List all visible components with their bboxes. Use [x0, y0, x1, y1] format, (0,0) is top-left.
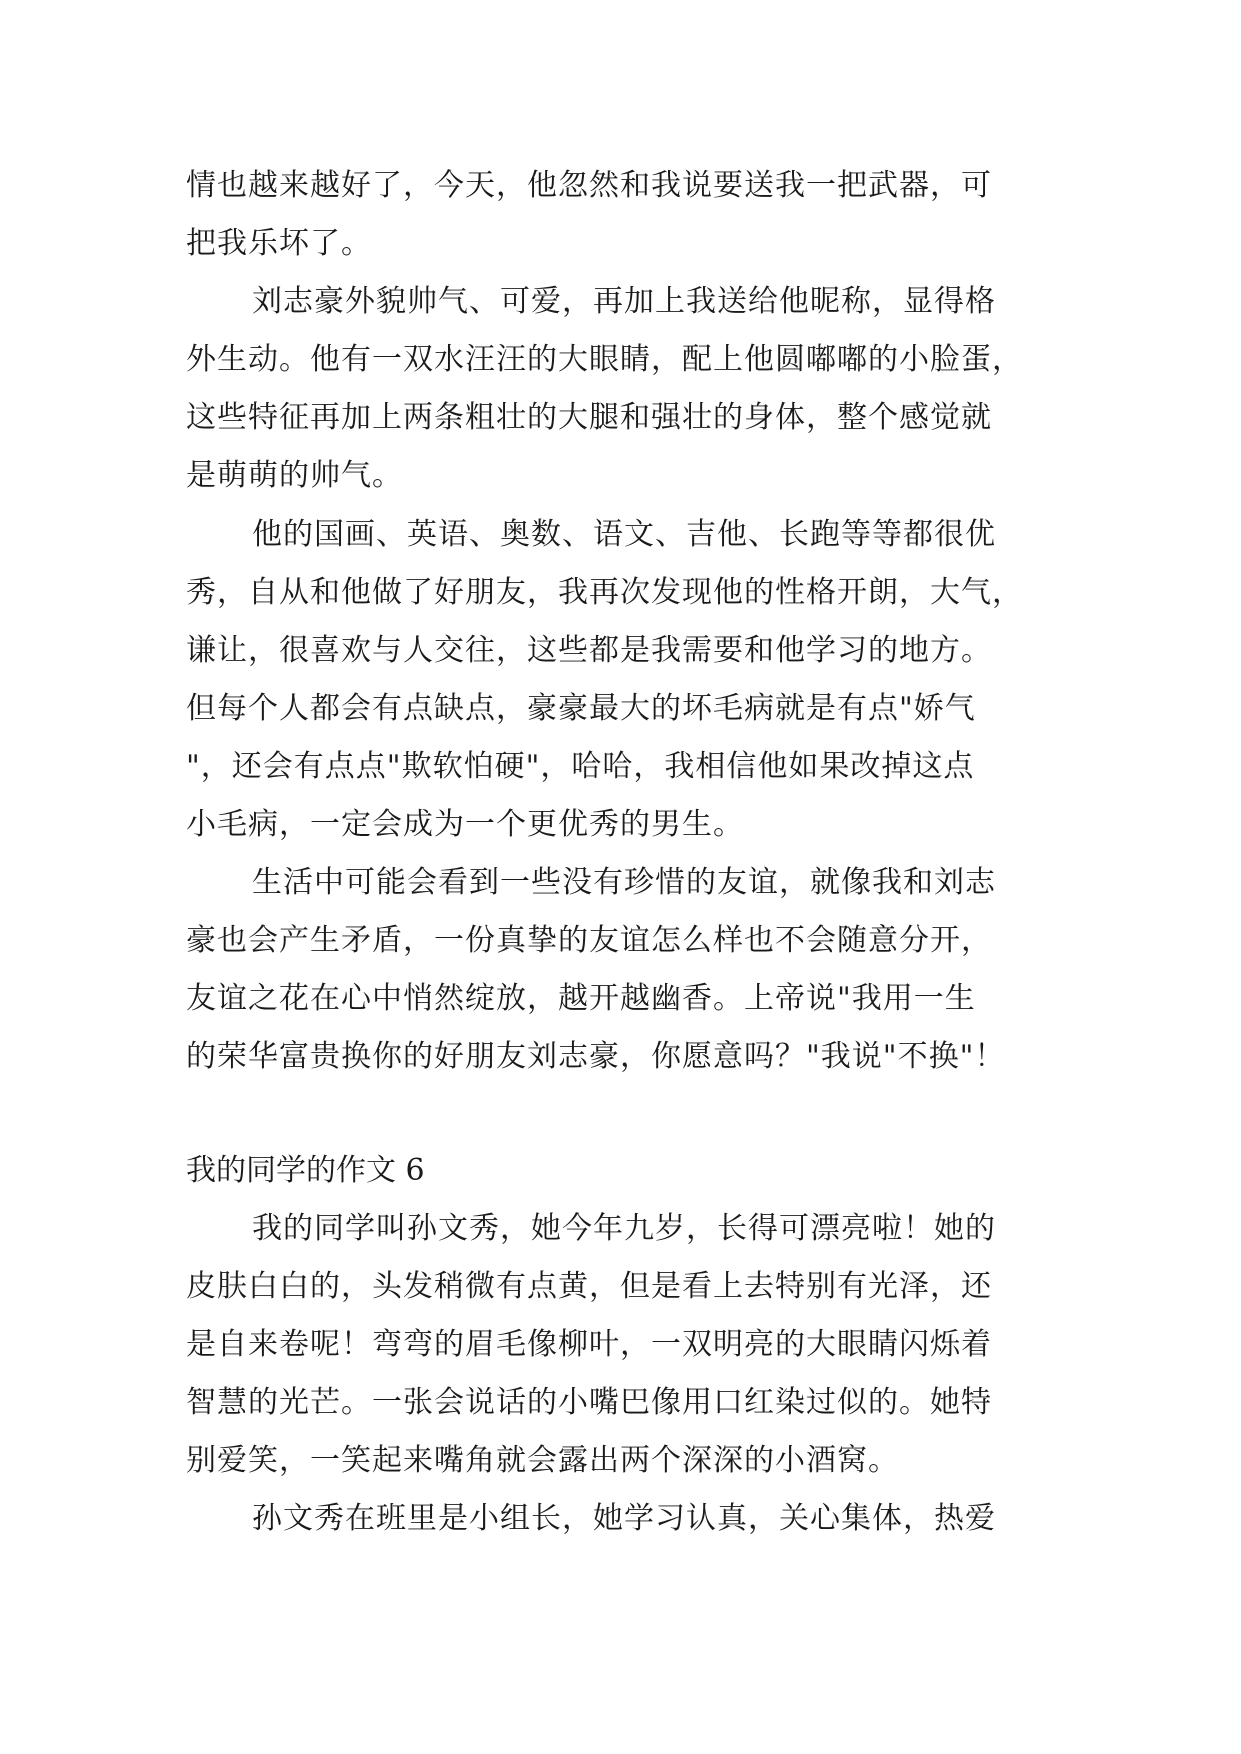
paragraph-line: 是自来卷呢！弯弯的眉毛像柳叶，一双明亮的大眼睛闪烁着: [186, 1327, 992, 1362]
paragraph-line: 刘志豪外貌帅气、可爱，再加上我送给他昵称，显得格: [252, 284, 996, 319]
paragraph-line: 豪也会产生矛盾，一份真挚的友谊怎么样也不会随意分开，: [186, 923, 992, 958]
paragraph-line: 情也越来越好了，今天，他忽然和我说要送我一把武器，可: [186, 168, 992, 203]
paragraph-line: 是萌萌的帅气。: [186, 458, 403, 493]
paragraph-line: 我的同学叫孙文秀，她今年九岁，长得可漂亮啦！她的: [252, 1211, 996, 1246]
paragraph-line: 但每个人都会有点缺点，豪豪最大的坏毛病就是有点"娇气: [186, 691, 976, 726]
paragraph-line: 外生动。他有一双水汪汪的大眼睛，配上他圆嘟嘟的小脸蛋，: [186, 342, 1023, 377]
paragraph-line: 生活中可能会看到一些没有珍惜的友谊，就像我和刘志: [252, 865, 996, 900]
paragraph-line: 智慧的光芒。一张会说话的小嘴巴像用口红染过似的。她特: [186, 1385, 992, 1420]
paragraph-line: 孙文秀在班里是小组长，她学习认真，关心集体，热爱: [252, 1501, 996, 1536]
paragraph-line: 小毛病，一定会成为一个更优秀的男生。: [186, 807, 744, 842]
paragraph-line: 别爱笑，一笑起来嘴角就会露出两个深深的小酒窝。: [186, 1443, 899, 1478]
section-heading: 我的同学的作文 6: [186, 1153, 425, 1188]
paragraph-line: 秀，自从和他做了好朋友，我再次发现他的性格开朗，大气，: [186, 575, 1023, 610]
paragraph-line: 皮肤白白的，头发稍微有点黄，但是看上去特别有光泽，还: [186, 1269, 992, 1304]
paragraph-line: 他的国画、英语、奥数、语文、吉他、长跑等等都很优: [252, 517, 996, 552]
paragraph-line: 把我乐坏了。: [186, 226, 372, 261]
paragraph-line: 这些特征再加上两条粗壮的大腿和强壮的身体，整个感觉就: [186, 400, 992, 435]
paragraph-line: "，还会有点点"欺软怕硬"，哈哈，我相信他如果改掉这点: [186, 749, 975, 784]
paragraph-line: 友谊之花在心中悄然绽放，越开越幽香。上帝说"我用一生: [186, 981, 976, 1016]
paragraph-line: 的荣华富贵换你的好朋友刘志豪，你愿意吗？"我说"不换"！: [186, 1039, 1006, 1074]
paragraph-line: 谦让，很喜欢与人交往，这些都是我需要和他学习的地方。: [186, 633, 992, 668]
